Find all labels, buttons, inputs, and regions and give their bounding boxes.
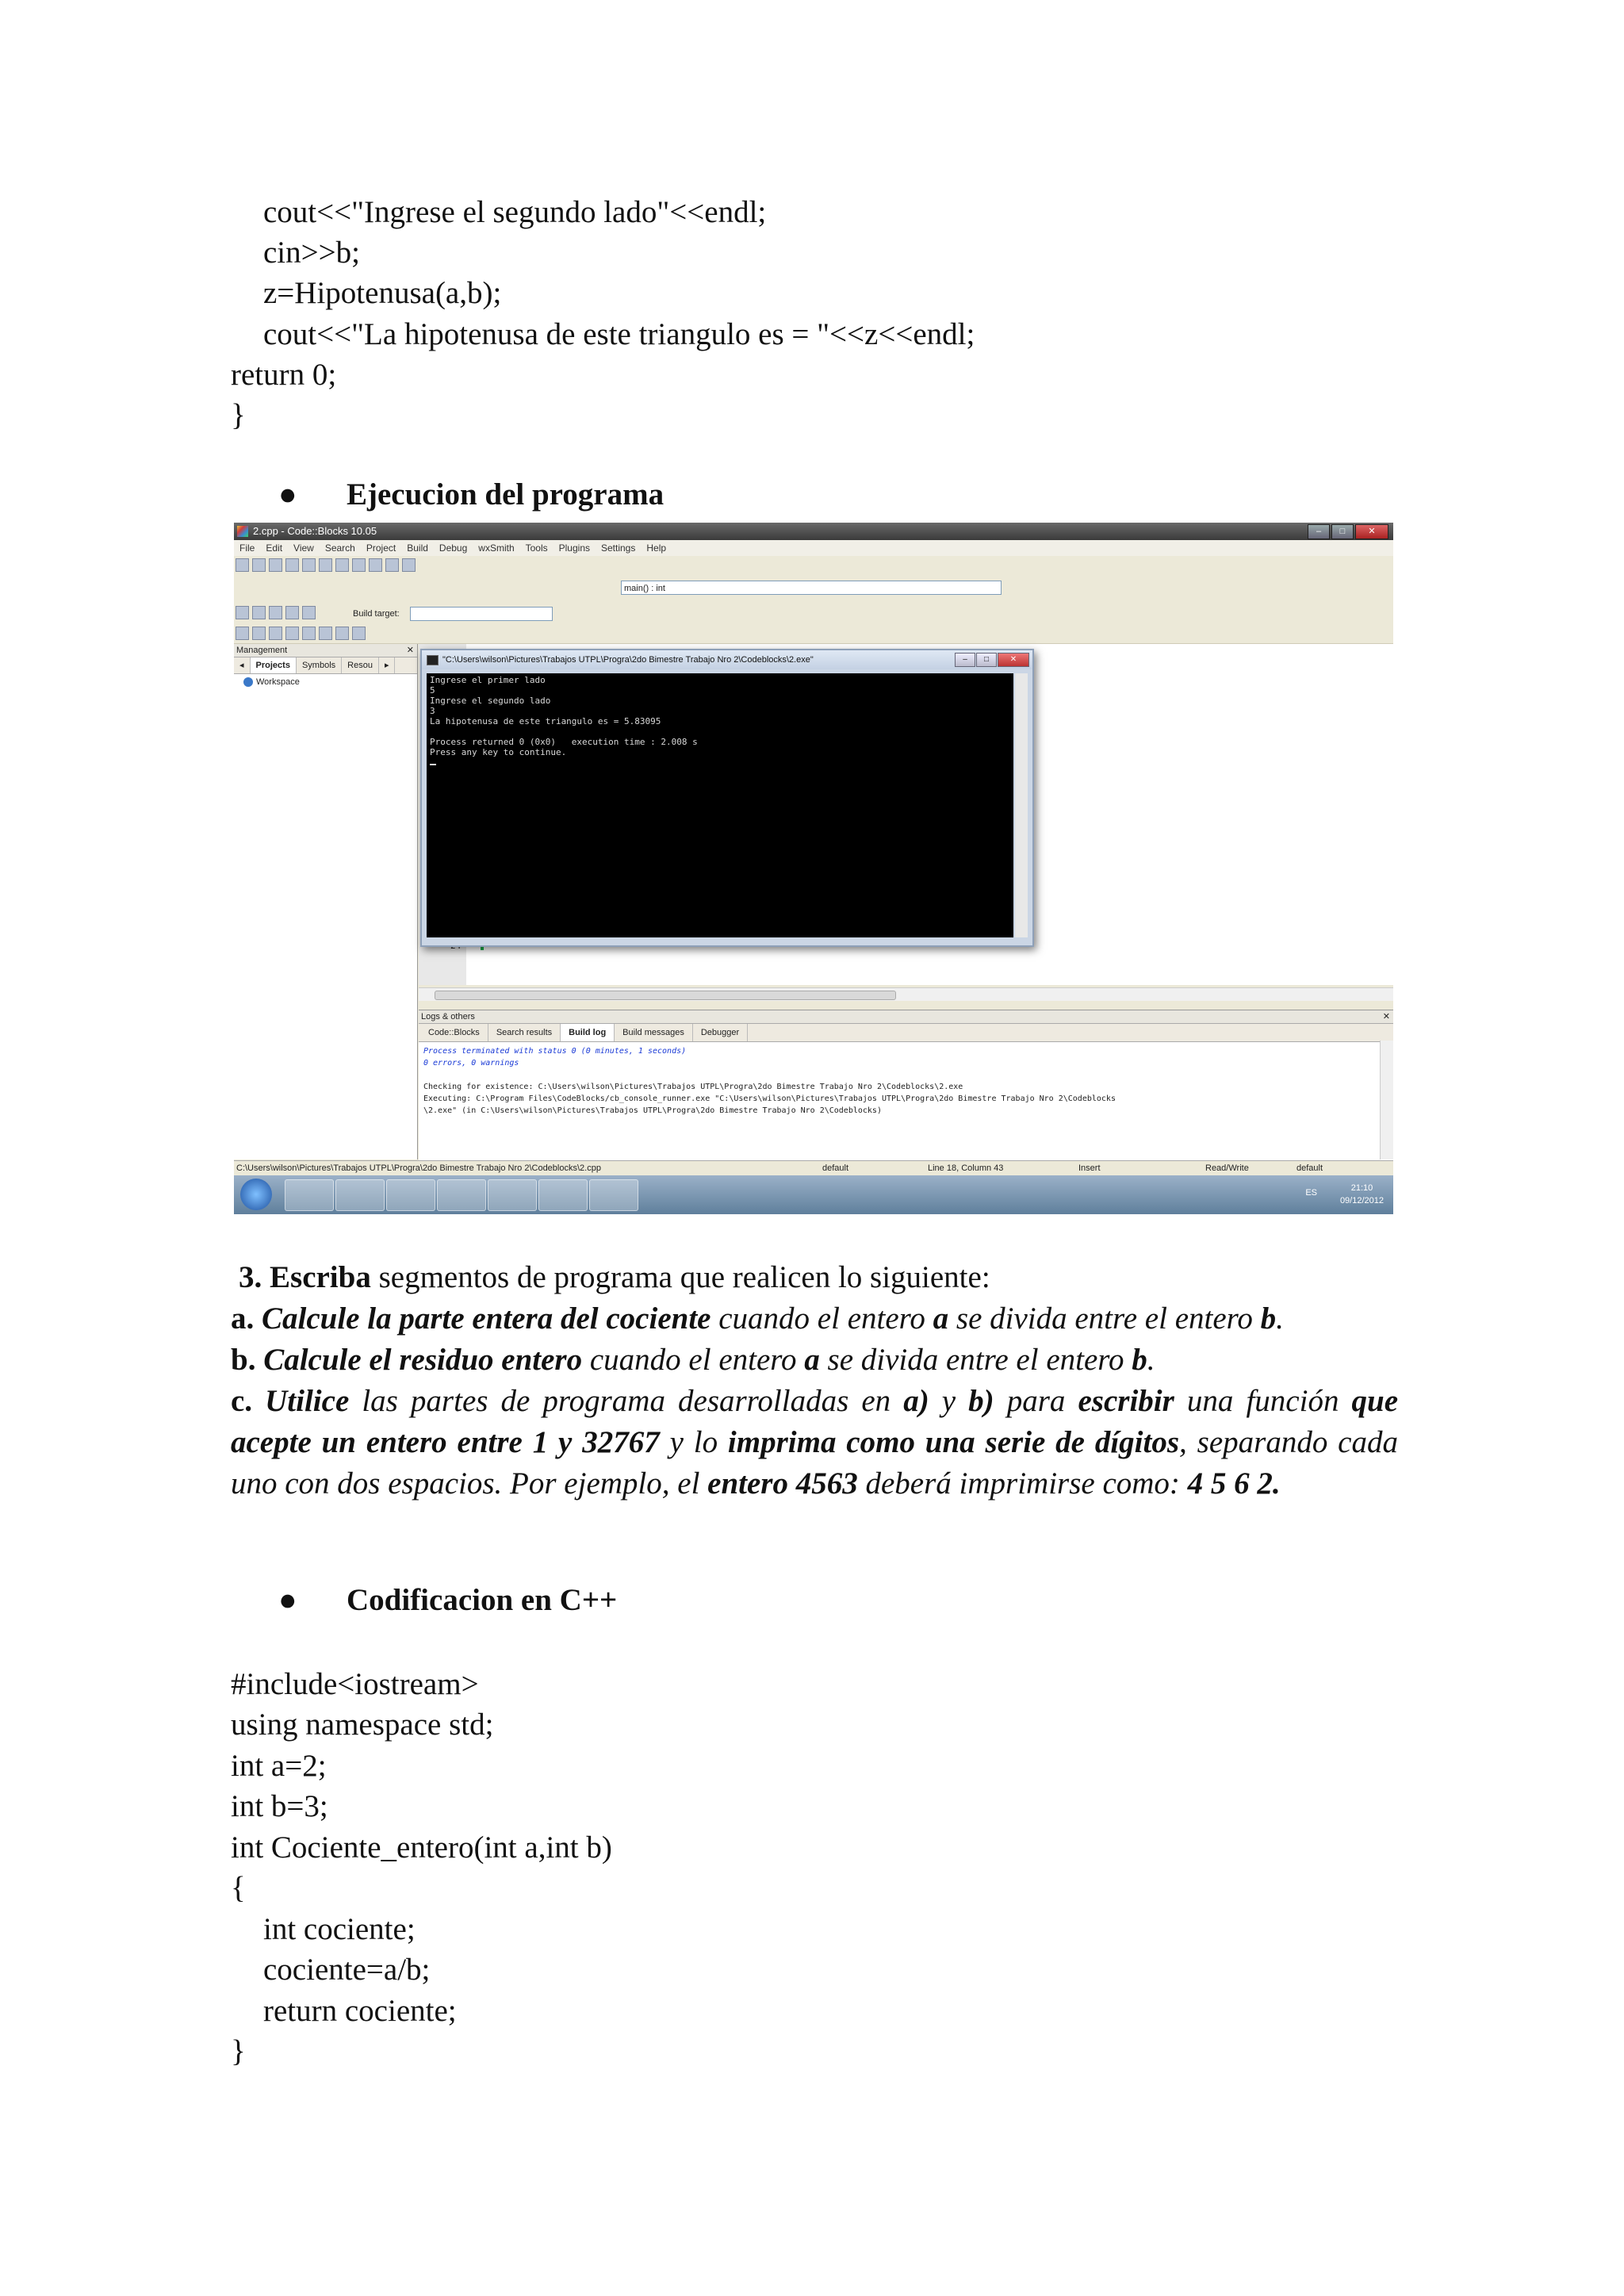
console-cursor	[430, 764, 436, 765]
logs-title: Logs & others	[421, 1012, 475, 1022]
status-mode: Insert	[1078, 1163, 1101, 1173]
item-label: b.	[231, 1343, 256, 1377]
console-scrollbar[interactable]	[1015, 673, 1028, 937]
tab-debugger[interactable]: Debugger	[693, 1024, 748, 1041]
item-text: deberá imprimirse como:	[857, 1466, 1188, 1501]
status-bar	[234, 1160, 1393, 1175]
item-text: una función	[1174, 1384, 1352, 1418]
tab-prev-arrow[interactable]: ◂	[234, 657, 251, 673]
codeblocks-icon	[237, 526, 248, 537]
tab-build-messages[interactable]: Build messages	[615, 1024, 693, 1041]
item-text: para	[994, 1384, 1078, 1418]
tray-clock[interactable]	[1340, 1182, 1384, 1207]
build-log-text	[419, 1042, 1393, 1120]
open-icon[interactable]	[252, 558, 266, 572]
console-line: 5	[430, 685, 435, 696]
console-line: Ingrese el segundo lado	[430, 696, 551, 706]
chrome-icon[interactable]	[386, 1179, 435, 1211]
toolbar-debug	[234, 624, 1393, 644]
menu-debug[interactable]: Debug	[439, 542, 468, 554]
log-line: Executing: C:\Program Files\CodeBlocks/cb_console_runner.exe "C:\Users\wilson\Pictures\Trabajos UTPL\Progra\2do Bimestre Trabajo Nro 2\Codeblocks	[423, 1094, 1116, 1103]
status-path: C:\Users\wilson\Pictures\Trabajos UTPL\Progra\2do Bimestre Trabajo Nro 2\Codeblocks\2.cpp	[236, 1163, 601, 1173]
window-icon[interactable]	[335, 627, 349, 640]
console-close-button[interactable]: ✕	[998, 653, 1029, 667]
item-emphasis: escribir	[1078, 1384, 1174, 1418]
menu-bar	[234, 540, 1393, 556]
management-header	[234, 644, 417, 657]
item-emphasis: Utilice	[265, 1384, 350, 1418]
management-tabs	[234, 657, 417, 674]
new-file-icon[interactable]	[236, 558, 249, 572]
console-line: Ingrese el primer lado	[430, 675, 546, 685]
tab-next-arrow[interactable]: ▸	[379, 657, 396, 673]
menu-build[interactable]: Build	[407, 542, 428, 554]
status-readwrite: Read/Write	[1205, 1163, 1249, 1173]
menu-file[interactable]: File	[239, 542, 255, 554]
function-combo[interactable]: main() : int	[621, 581, 1002, 595]
workspace-icon	[243, 677, 253, 687]
log-line: \2.exe" (in C:\Users\wilson\Pictures\Trabajos UTPL\Progra\2do Bimestre Trabajo Nro 2\Codeblocks)	[423, 1106, 882, 1115]
item-text: cuando el entero	[710, 1301, 933, 1336]
menu-tools[interactable]: Tools	[525, 542, 548, 554]
item-var: a	[804, 1343, 820, 1377]
management-title: Management	[236, 646, 288, 655]
find-icon[interactable]	[385, 558, 399, 572]
item-text: .	[1147, 1343, 1155, 1377]
exercise-item-b	[231, 1340, 1398, 1381]
code-line: }	[231, 2034, 246, 2068]
exercise-intro	[231, 1257, 1398, 1298]
item-emphasis: Calcule el residuo entero	[263, 1343, 583, 1377]
item-label: c.	[231, 1384, 253, 1418]
code-line: z=Hipotenusa(a,b);	[263, 276, 502, 310]
code-line: cout<<"Ingrese el segundo lado"<<endl;	[263, 195, 767, 229]
workspace-node[interactable]	[234, 674, 417, 687]
item-text: y lo	[659, 1425, 728, 1459]
next-instruction-icon[interactable]	[302, 627, 316, 640]
step-out-icon[interactable]	[285, 627, 299, 640]
close-button[interactable]: ✕	[1355, 524, 1388, 539]
console-line: Process returned 0 (0x0) execution time : 2.008 s	[430, 737, 698, 747]
item-emphasis: 4 5 6 2.	[1187, 1466, 1281, 1501]
editor-hscrollbar[interactable]	[419, 987, 1393, 1001]
item-text: , separando cada uno con dos espacios. Por ejemplo, el	[231, 1425, 1398, 1501]
window-titlebar	[234, 523, 1393, 540]
logs-panel	[419, 1010, 1393, 1161]
code-line: {	[231, 1871, 246, 1905]
code-line: int cociente;	[263, 1912, 416, 1946]
bullet-heading-coding	[231, 1582, 617, 1618]
build-target-label: Build target:	[353, 609, 400, 619]
log-vscrollbar[interactable]	[1380, 1041, 1393, 1159]
menu-settings[interactable]: Settings	[601, 542, 636, 554]
rebuild-icon[interactable]	[285, 606, 299, 619]
copy-icon[interactable]	[352, 558, 366, 572]
log-line: 0 errors, 0 warnings	[423, 1059, 519, 1068]
menu-edit[interactable]: Edit	[266, 542, 283, 554]
console-titlebar	[422, 650, 1032, 669]
console-line: La hipotenusa de este triangulo es = 5.83095	[430, 716, 661, 726]
item-emphasis: b)	[968, 1384, 994, 1418]
item-var: a	[933, 1301, 949, 1336]
console-icon	[427, 655, 439, 665]
item-text: y	[929, 1384, 969, 1418]
windows-taskbar	[234, 1175, 1393, 1214]
menu-search[interactable]: Search	[324, 542, 355, 554]
step-icon[interactable]	[252, 627, 266, 640]
item-text: se divida entre el entero	[948, 1301, 1261, 1336]
exercise-text: segmentos de programa que realicen lo siguiente:	[370, 1260, 990, 1294]
status-other: default	[1297, 1163, 1323, 1173]
item-text: las partes de programa desarrolladas en	[349, 1384, 904, 1418]
tab-search-results[interactable]: Search results	[488, 1024, 561, 1041]
item-text: se divida entre el entero	[819, 1343, 1132, 1377]
console-maximize-button[interactable]: □	[976, 653, 997, 667]
media-player-icon[interactable]	[285, 1179, 334, 1211]
stop-icon[interactable]	[302, 606, 316, 619]
item-label: a.	[231, 1301, 255, 1336]
code-line: cin>>b;	[263, 236, 360, 270]
word-icon[interactable]	[488, 1179, 537, 1211]
scroll-thumb[interactable]	[435, 991, 896, 1000]
tab-codeblocks[interactable]: Code::Blocks	[420, 1024, 488, 1041]
code-line: cociente=a/b;	[263, 1953, 431, 1987]
redo-icon[interactable]	[319, 558, 332, 572]
build-target-combo[interactable]	[410, 607, 553, 621]
menu-project[interactable]: Project	[366, 542, 396, 554]
management-panel	[234, 644, 418, 1159]
step-into-icon[interactable]	[269, 627, 282, 640]
save-all-icon[interactable]	[285, 558, 299, 572]
item-emphasis: Calcule la parte entera del cociente	[262, 1301, 711, 1336]
code-line: int Cociente_entero(int a,int b)	[231, 1830, 612, 1865]
toolbar-build	[234, 604, 1393, 625]
bullet-heading-execution	[231, 477, 664, 512]
close-icon[interactable]: ✕	[406, 646, 414, 655]
toolbar-main	[234, 556, 1393, 576]
menu-plugins[interactable]: Plugins	[558, 542, 590, 554]
undo-icon[interactable]	[302, 558, 316, 572]
minimize-button[interactable]: –	[1308, 524, 1330, 539]
code-line: cout<<"La hipotenusa de este triangulo es = "<<z<<endl;	[263, 317, 975, 351]
replace-icon[interactable]	[402, 558, 416, 572]
status-position: Line 18, Column 43	[928, 1163, 1004, 1173]
close-icon[interactable]: ✕	[1382, 1012, 1390, 1022]
menu-view[interactable]: View	[293, 542, 314, 554]
bullet-dot: ●	[278, 1583, 297, 1617]
cut-icon[interactable]	[335, 558, 349, 572]
item-emphasis: a)	[903, 1384, 929, 1418]
window-title: 2.cpp - Code::Blocks 10.05	[253, 525, 377, 537]
console-title: "C:\Users\wilson\Pictures\Trabajos UTPL\Progra\2do Bimestre Trabajo Nro 2\Codeblocks\2.exe"	[442, 655, 814, 665]
tab-build-log[interactable]: Build log	[561, 1024, 615, 1041]
exercise-number: 3. Escriba	[239, 1260, 371, 1294]
console-line: 3	[430, 706, 435, 716]
codeblocks-taskbar-icon[interactable]	[437, 1179, 486, 1211]
item-text: .	[1276, 1301, 1284, 1336]
ide-screenshot	[234, 523, 1393, 1214]
tab-projects[interactable]: Projects	[251, 657, 297, 673]
log-line: Checking for existence: C:\Users\wilson\Pictures\Trabajos UTPL\Progra\2do Bimestre Trabajo Nro 2\Codeblocks\2.exe	[423, 1083, 963, 1091]
tab-resources[interactable]: Resou	[342, 657, 379, 673]
start-button[interactable]	[240, 1179, 272, 1210]
menu-help[interactable]: Help	[646, 542, 667, 554]
toolbar-code	[234, 575, 1393, 604]
gear-icon[interactable]	[236, 606, 249, 619]
item-emphasis: entero 4563	[707, 1466, 858, 1501]
exercise-item-a	[231, 1298, 1398, 1340]
code-line: }	[231, 398, 246, 432]
stop-debug-icon[interactable]	[319, 627, 332, 640]
console-minimize-button[interactable]: –	[955, 653, 975, 667]
status-encoding: default	[822, 1163, 849, 1173]
build-run-icon[interactable]	[269, 606, 282, 619]
tab-symbols[interactable]: Symbols	[297, 657, 342, 673]
calculator-icon[interactable]	[538, 1179, 588, 1211]
info-icon[interactable]	[352, 627, 366, 640]
log-line: Process terminated with status 0 (0 minutes, 1 seconds)	[423, 1047, 687, 1056]
item-text: cuando el entero	[582, 1343, 805, 1377]
code-line: int b=3;	[231, 1789, 328, 1823]
menu-wxsmith[interactable]: wxSmith	[478, 542, 515, 554]
save-icon[interactable]	[269, 558, 282, 572]
item-var: b	[1260, 1301, 1277, 1336]
bullet-text: Codificacion en C++	[347, 1583, 618, 1617]
code-line: int a=2;	[231, 1749, 327, 1783]
console-window[interactable]	[420, 649, 1034, 947]
code-line: using namespace std;	[231, 1708, 494, 1742]
console-line: Press any key to continue.	[430, 747, 567, 757]
code-line: return cociente;	[263, 1994, 457, 2028]
exercise-item-c	[231, 1381, 1398, 1504]
code-line: #include<iostream>	[231, 1667, 479, 1701]
debug-icon[interactable]	[236, 627, 249, 640]
tray-time: 21:10	[1350, 1183, 1373, 1193]
console-taskbar-icon[interactable]	[589, 1179, 638, 1211]
bullet-dot: ●	[278, 477, 297, 512]
console-output	[427, 673, 1013, 937]
code-line: return 0;	[231, 358, 337, 392]
log-tabs	[419, 1024, 1393, 1042]
run-icon[interactable]	[252, 606, 266, 619]
item-var: b	[1132, 1343, 1147, 1377]
explorer-icon[interactable]	[335, 1179, 385, 1211]
bullet-text: Ejecucion del programa	[347, 477, 665, 512]
logs-header	[419, 1010, 1393, 1024]
item-emphasis: imprima como una serie de dígitos	[727, 1425, 1180, 1459]
maximize-button[interactable]: □	[1331, 524, 1354, 539]
item-emphasis: que acepte un entero entre 1 y 32767	[231, 1384, 1399, 1459]
paste-icon[interactable]	[369, 558, 382, 572]
tray-date: 09/12/2012	[1339, 1196, 1384, 1205]
tray-lang[interactable]: ES	[1305, 1188, 1317, 1198]
workspace-label: Workspace	[256, 677, 300, 687]
